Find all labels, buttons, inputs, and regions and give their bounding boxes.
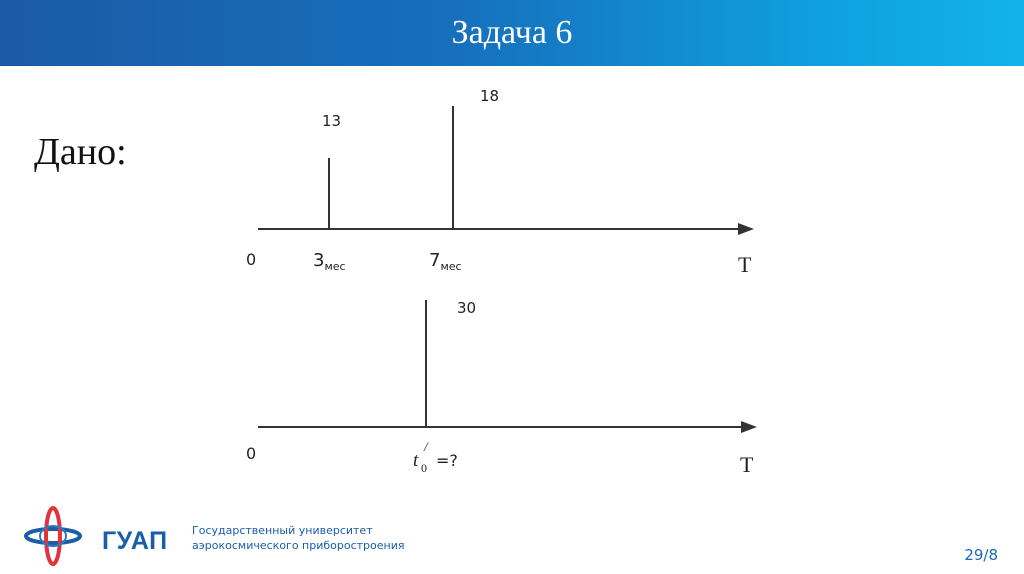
timeline-top: [246, 87, 754, 277]
axis-arrow-bottom: [741, 421, 757, 433]
origin-label-top: 0: [246, 250, 257, 269]
given-label: Дано:: [34, 131, 127, 173]
unknown-time-subscript: 0: [421, 461, 427, 475]
university-line-2: аэрокосмического приборостроения: [192, 539, 405, 552]
payment-amount-1: 13: [322, 112, 342, 130]
guap-emblem-icon: [26, 508, 80, 564]
payment-amount-3: 30: [457, 299, 477, 317]
page-number: 29/8: [964, 546, 998, 564]
logo-text: ГУАП: [102, 527, 168, 555]
timeline-bottom: [246, 299, 757, 477]
payment-amount-2: 18: [480, 87, 500, 105]
origin-label-bottom: 0: [246, 444, 257, 463]
unknown-time-symbol: t: [413, 450, 419, 471]
time-label-1: $3_{мес}$: [313, 250, 346, 273]
axis-label-top: T: [738, 252, 752, 277]
axis-label-bottom: T: [740, 452, 754, 477]
university-line-1: Государственный университет: [192, 524, 373, 537]
axis-arrow-top: [738, 223, 754, 235]
university-name: [192, 523, 405, 553]
unknown-time-question: =?: [436, 451, 458, 470]
slide-title: Задача 6: [451, 14, 573, 51]
unknown-time-prime: /: [424, 439, 428, 454]
time-label-2: $7_{мес}$: [429, 250, 462, 273]
